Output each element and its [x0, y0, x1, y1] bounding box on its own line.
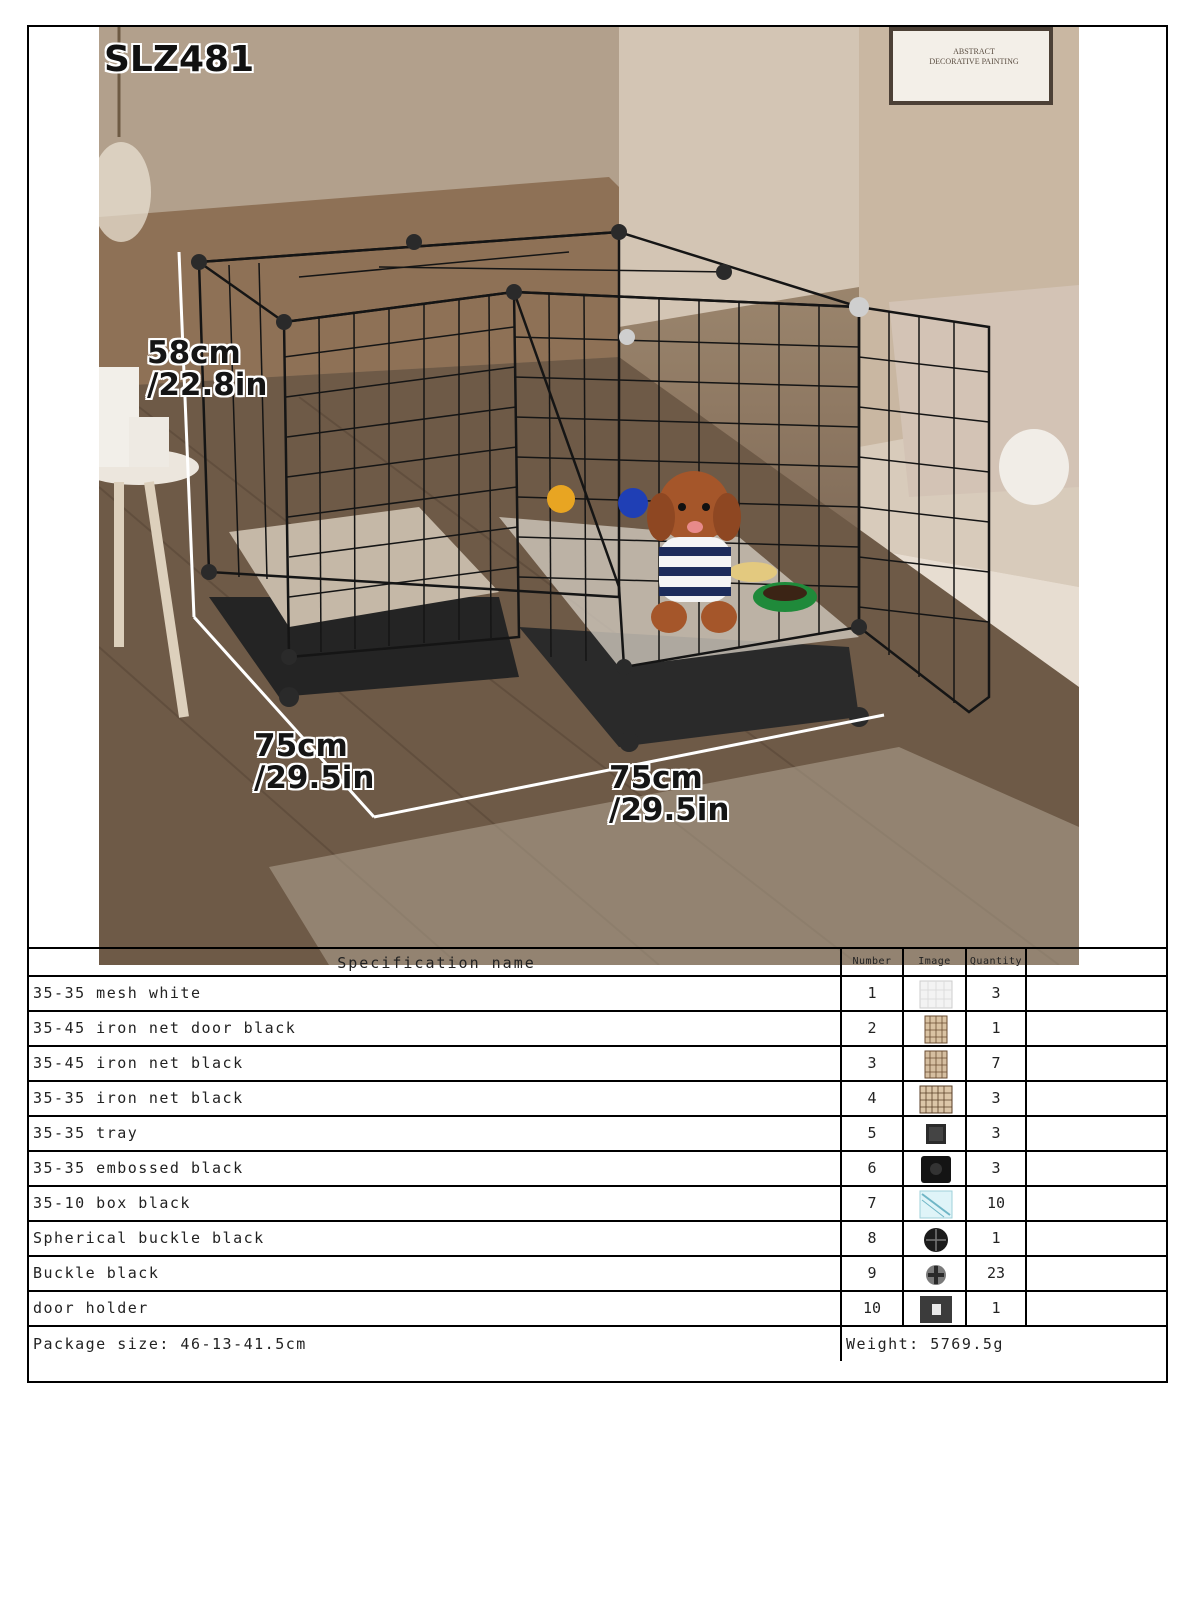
- table-row: [29, 1045, 1168, 1080]
- table-row: [29, 1290, 1168, 1325]
- table-row: [29, 975, 1168, 1010]
- embossed-panel-icon: [919, 1155, 953, 1184]
- spec-name: Buckle black: [33, 1264, 160, 1282]
- buckle-icon: [919, 1260, 953, 1289]
- spec-name: 35-45 iron net door black: [33, 1019, 297, 1037]
- table-row: [29, 1115, 1168, 1150]
- spec-name: 35-35 iron net black: [33, 1089, 244, 1107]
- width-dimension-label: 75cm /29.5in: [609, 760, 730, 828]
- header-quantity: Quantity: [965, 949, 1027, 975]
- spec-quantity: 10: [965, 1187, 1027, 1220]
- spec-number: 3: [840, 1047, 902, 1080]
- spec-quantity: 7: [965, 1047, 1027, 1080]
- spec-image-cell: [902, 977, 965, 1010]
- spec-image-cell: [902, 1222, 965, 1255]
- spec-quantity: 23: [965, 1257, 1027, 1290]
- spec-number: 4: [840, 1082, 902, 1115]
- table-row: [29, 1080, 1168, 1115]
- spec-quantity: 1: [965, 1222, 1027, 1255]
- spec-image-cell: [902, 1187, 965, 1220]
- table-row: [29, 1220, 1168, 1255]
- spec-name: 35-35 mesh white: [33, 984, 202, 1002]
- table-row: [29, 1255, 1168, 1290]
- table-footer-row: [29, 1325, 1168, 1361]
- table-row: [29, 1150, 1168, 1185]
- spec-image-cell: [902, 1257, 965, 1290]
- spec-quantity: 3: [965, 977, 1027, 1010]
- height-dimension-label: 58cm /22.8in: [147, 335, 268, 403]
- product-photo: [99, 27, 1079, 965]
- spec-name: 35-10 box black: [33, 1194, 191, 1212]
- header-image: Image: [902, 949, 965, 975]
- white-mesh-panel-icon: [919, 980, 953, 1009]
- model-code: SLZ481: [104, 39, 255, 80]
- spec-image-cell: [902, 1117, 965, 1150]
- header-specification-name: Specification name: [337, 954, 536, 972]
- iron-net-tall-icon: [919, 1050, 953, 1079]
- spec-sheet: [27, 25, 1168, 1383]
- spec-number: 1: [840, 977, 902, 1010]
- spec-image-cell: [902, 1082, 965, 1115]
- spec-name: 35-35 tray: [33, 1124, 139, 1142]
- spec-number: 10: [840, 1292, 902, 1325]
- depth-dimension-label: 75cm /29.5in: [254, 728, 375, 796]
- spec-number: 6: [840, 1152, 902, 1185]
- room-scene: [99, 27, 1079, 965]
- spec-image-cell: [902, 1047, 965, 1080]
- spec-name: door holder: [33, 1299, 149, 1317]
- spec-quantity: 1: [965, 1292, 1027, 1325]
- door-holder-icon: [919, 1295, 953, 1324]
- painting-caption: ABSTRACT DECORATIVE PAINTING: [929, 47, 1019, 66]
- net-door-icon: [919, 1015, 953, 1044]
- spec-name: Spherical buckle black: [33, 1229, 265, 1247]
- spec-name: 35-45 iron net black: [33, 1054, 244, 1072]
- spec-number: 9: [840, 1257, 902, 1290]
- spec-number: 5: [840, 1117, 902, 1150]
- weight: Weight: 5769.5g: [840, 1327, 1166, 1361]
- spec-quantity: 3: [965, 1152, 1027, 1185]
- spec-quantity: 3: [965, 1082, 1027, 1115]
- spec-name: 35-35 embossed black: [33, 1159, 244, 1177]
- spec-quantity: 3: [965, 1117, 1027, 1150]
- table-header-row: [29, 947, 1168, 975]
- spec-number: 7: [840, 1187, 902, 1220]
- tray-icon: [919, 1120, 953, 1149]
- spec-number: 2: [840, 1012, 902, 1045]
- iron-net-square-icon: [919, 1085, 953, 1114]
- spherical-buckle-icon: [919, 1225, 953, 1254]
- package-size: Package size: 46-13-41.5cm: [33, 1335, 307, 1353]
- box-panel-icon: [919, 1190, 953, 1219]
- spec-number: 8: [840, 1222, 902, 1255]
- header-number: Number: [840, 949, 902, 975]
- spec-quantity: 1: [965, 1012, 1027, 1045]
- table-row: [29, 1185, 1168, 1220]
- spec-image-cell: [902, 1152, 965, 1185]
- spec-image-cell: [902, 1292, 965, 1325]
- table-row: [29, 1010, 1168, 1045]
- spec-image-cell: [902, 1012, 965, 1045]
